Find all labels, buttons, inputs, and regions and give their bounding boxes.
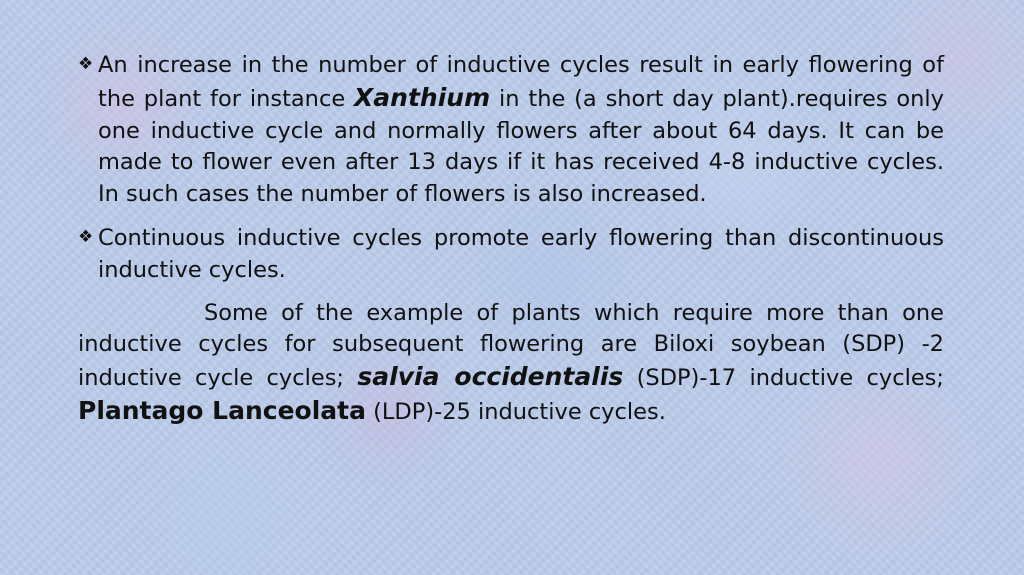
diamond-bullet-icon: ❖: [78, 226, 94, 247]
paragraph3-text-before: Some of the example of plants which require more than one inductive cycles for subsequent flowering are Biloxi soybean (SDP) -2 inductive cycle cycles;: [78, 299, 944, 392]
diamond-bullet-icon: ❖: [78, 54, 94, 74]
paragraph-plant-examples: [78, 298, 944, 429]
paragraph-inductive-cycles-increase: [78, 49, 944, 211]
species-plantago-lanceolata: Plantago Lanceolata: [78, 395, 366, 425]
species-xanthium: Xanthium: [354, 82, 491, 112]
paragraph3-text-middle: (SDP)-17 inductive cycles;: [623, 365, 944, 392]
paragraph-continuous-cycles: [78, 222, 944, 287]
species-salvia-occidentalis: salvia occidentalis: [357, 362, 624, 392]
paragraph3-text-after: (LDP)-25 inductive cycles.: [365, 398, 666, 425]
slide-body: [78, 49, 944, 429]
paragraph1-text-after: in the (a short day plant).requires only one inductive cycle and normally flowers after about 64 days. It can be made to flower even after 13 days if it has received 4-8 inductive cycles. In such cases the number of flowers is also increased.: [98, 85, 944, 208]
paragraph1-text-before: An increase in the number of inductive cycles result in early flowering of the plant for instance: [98, 52, 944, 112]
paragraph2-text: Continuous inductive cycles promote early flowering than discontinuous inductive cycles.: [98, 224, 944, 283]
